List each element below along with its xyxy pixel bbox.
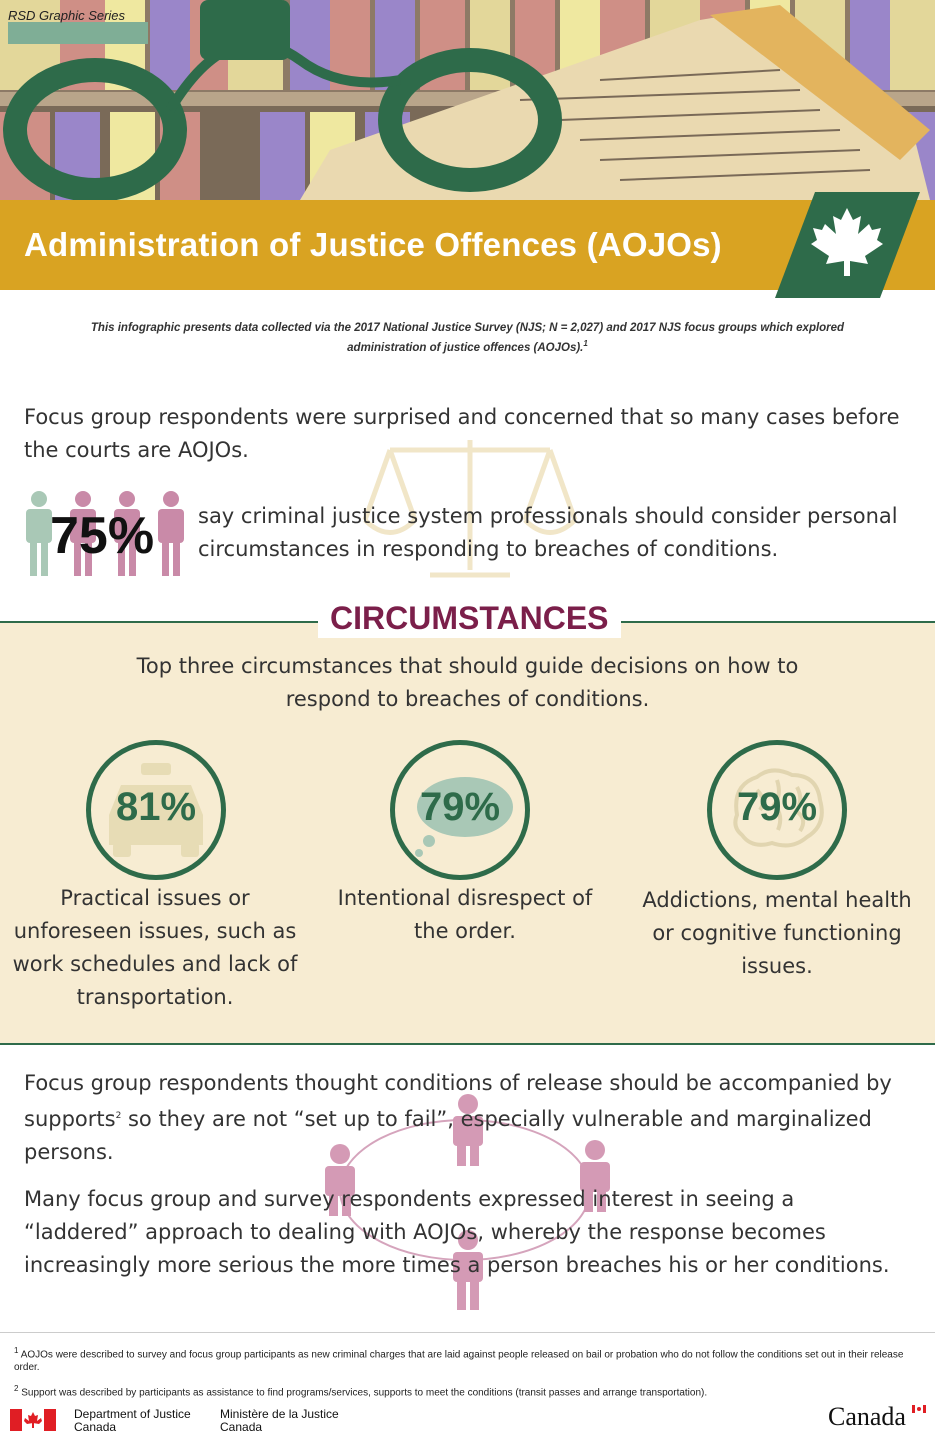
intro-sentence: This infographic presents data collected via the 2017 National Justice Survey (NJS; N = 2,027) and 2017 NJS focus groups which explored administration of justice offences (AOJOs). <box>90 322 845 354</box>
stat-75-text: say criminal justice system professionals should consider personal circumstances in responding to breaches of conditions. <box>198 504 898 561</box>
circumstance-value: 81% <box>115 785 197 829</box>
circumstance-value: 79% <box>419 785 501 829</box>
wordmark-flag-icon <box>912 1405 926 1413</box>
dept-fr-line1: Ministère de la Justice <box>220 1407 339 1421</box>
page-title: Administration of Justice Offences (AOJOs) <box>24 226 722 263</box>
footnote-text: AOJOs were described to survey and focus group participants as new criminal charges that are laid against people released on bail or probation who do not follow the conditions set out in their release order. <box>14 1349 904 1374</box>
canada-flag-icon <box>10 1409 56 1431</box>
stat-75-value: 75% <box>50 507 155 565</box>
maple-leaf-badge <box>775 192 920 298</box>
footnote-marker: 2 <box>115 1111 122 1121</box>
circumstance-circle-practical <box>86 740 226 880</box>
canada-wordmark: Canada <box>828 1402 906 1431</box>
circumstances-heading-wrap <box>318 598 621 638</box>
supports-paragraph <box>24 1067 914 1169</box>
dept-en-line1: Department of Justice <box>74 1407 191 1421</box>
dept-fr-line2: Canada <box>220 1420 263 1434</box>
circumstances-subheading: Top three circumstances that should guide decisions on how to respond to breaches of conditions. <box>136 654 799 711</box>
hero-illustration <box>0 0 935 200</box>
department-name-en <box>74 1408 191 1434</box>
person-icon <box>26 491 52 576</box>
circumstance-circle-addictions <box>707 740 847 880</box>
laddered-paragraph: Many focus group and survey respondents expressed interest in seeing a “laddered” approach to dealing with AOJOs, whereby the response becomes increasingly more serious the more times a person breaches his or her conditions. <box>24 1187 890 1277</box>
circumstance-value: 79% <box>736 785 818 829</box>
person-icon <box>158 491 184 576</box>
footnote-1 <box>14 1344 924 1374</box>
circumstances-heading: CIRCUMSTANCES <box>330 600 609 636</box>
intro-text <box>60 320 875 356</box>
surprised-paragraph: Focus group respondents were surprised and concerned that so many cases before the courts are AOJOs. <box>24 405 900 462</box>
department-name-fr <box>220 1408 339 1434</box>
circumstance-caption: Practical issues or unforeseen issues, such as work schedules and lack of transportation. <box>12 886 298 1009</box>
dept-en-line2: Canada <box>74 1420 117 1434</box>
circumstance-circle-disrespect <box>390 740 530 880</box>
footnote-marker: 2 <box>14 1384 19 1393</box>
circumstance-caption: Intentional disrespect of the order. <box>337 886 593 943</box>
supports-text-before: Focus group respondents thought conditions of release should be accompanied by supports <box>24 1071 892 1131</box>
footnote-divider <box>0 1332 935 1333</box>
footnote-marker: 1 <box>14 1346 19 1355</box>
footnote-2 <box>14 1382 924 1399</box>
circumstance-caption: Addictions, mental health or cognitive functioning issues. <box>642 888 912 978</box>
footnote-marker: 1 <box>583 339 588 348</box>
bookshelf-handcuffs-scroll-illustration <box>0 0 935 200</box>
supports-text-after: so they are not “set up to fail”, especially vulnerable and marginalized persons. <box>24 1107 872 1164</box>
series-label: RSD Graphic Series <box>8 8 126 23</box>
footnote-text: Support was described by participants as assistance to find programs/services, supports to meet the conditions (transit passes and arrange transportation). <box>21 1387 708 1399</box>
